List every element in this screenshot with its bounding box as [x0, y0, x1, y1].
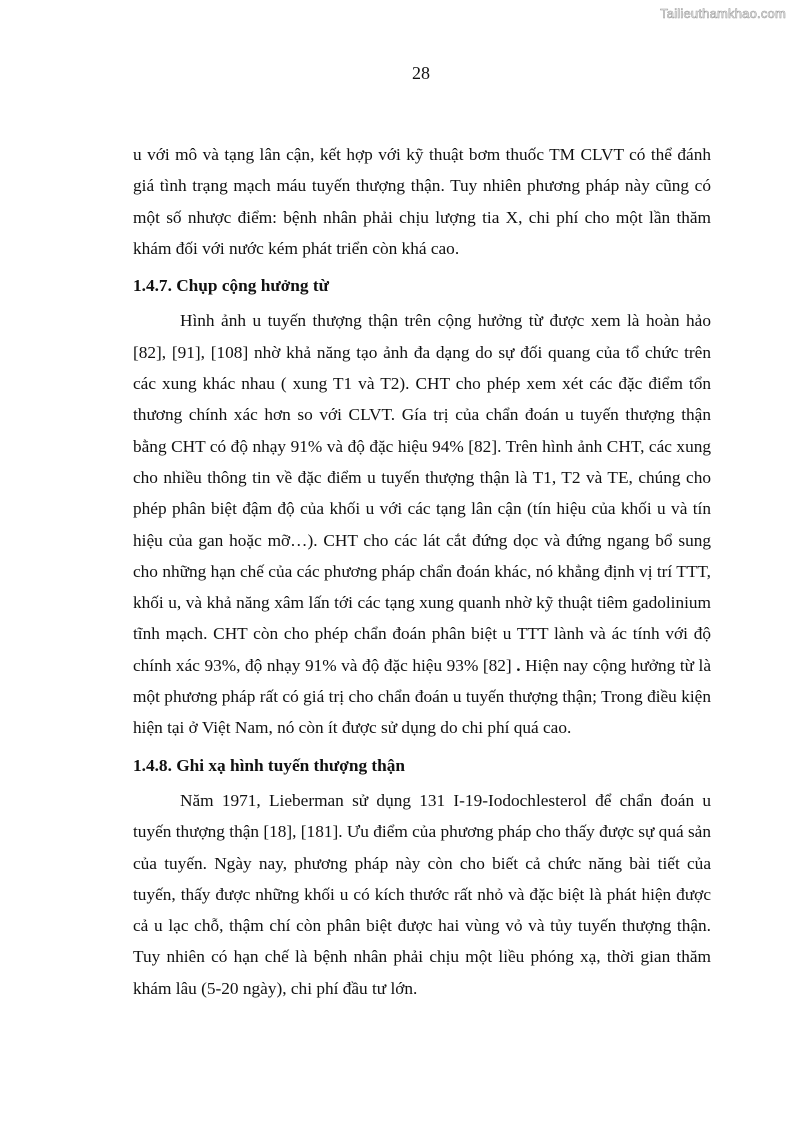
section-heading-mri: 1.4.7. Chụp cộng hưởng từ: [133, 276, 329, 296]
paragraph-scintigraphy: Năm 1971, Lieberman sử dụng 131 I-19-Iodochlesterol để chẩn đoán u tuyến thượng thận [18], [181]. Ưu điểm của phương pháp cho thấy được sự quá sản của tuyến. Ngày nay, phương pháp này còn cho biết cả chức năng bài tiết của tuyến, thấy được những khối u có kích thước rất nhỏ và đặc biệt là phát hiện được cả u lạc chỗ, thậm chí còn phân biệt được hai vùng vỏ và tủy tuyến thượng thận. Tuy nhiên có hạn chế là bệnh nhân phải chịu một liều phóng xạ, thời gian thăm khám lâu (5-20 ngày), chi phí đầu tư lớn.: [133, 790, 711, 998]
document-body: [133, 139, 711, 1004]
paragraph-mri-bold-period: .: [511, 655, 521, 675]
paragraph-mri-main: Hình ảnh u tuyến thượng thận trên cộng hưởng từ được xem là hoàn hảo [82], [91], [108] nhờ khả năng tạo ảnh đa dạng do sự đối quang của tổ chức trên các xung khác nhau ( xung T1 và T2). CHT cho phép xem xét các đặc điểm tổn thương chính xác hơn so với CLVT. Gía trị của chẩn đoán u tuyến thượng thận bằng CHT có độ nhạy 91% và độ đặc hiệu 94% [82]. Trên hình ảnh CHT, các xung cho nhiều thông tin về đặc điểm u tuyến thượng thận là T1, T2 và TE, chúng cho phép phân biệt đậm độ của khối u với các tạng lân cận (tín hiệu của khối u và tín hiệu của gan hoặc mỡ…). CHT cho các lát cắt đứng dọc và đứng ngang bổ sung cho những hạn chế của các phương pháp chẩn đoán khác, nó khẳng định vị trí TTT, khối u, và khả năng xâm lấn tới các tạng xung quanh nhờ kỹ thuật tiêm gadolinium tĩnh mạch. CHT còn cho phép chẩn đoán phân biệt u TTT lành và ác tính với độ chính xác 93%, độ nhạy 91% và độ đặc hiệu 93% [82]: [133, 311, 711, 675]
paragraph-mri: [133, 305, 711, 743]
paragraph-mri-end: Hiện nay cộng hưởng từ là một phương pháp rất có giá trị cho chẩn đoán u tuyến thượng thận; Trong điều kiện hiện tại ở Việt Nam, nó còn ít được sử dụng do chi phí quá cao.: [133, 655, 712, 738]
page-number: 28: [412, 63, 430, 83]
section-heading-scintigraphy: 1.4.8. Ghi xạ hình tuyến thượng thận: [133, 755, 406, 775]
paragraph-ct-limitations: u với mô và tạng lân cận, kết hợp với kỹ thuật bơm thuốc TM CLVT có thể đánh giá tình trạng mạch máu tuyến thượng thận. Tuy nhiên phương pháp này cũng có một số nhược điểm: bệnh nhân phải chịu lượng tia X, chi phí cho một lần thăm khám đối với nước kém phát triển còn khá cao.: [133, 145, 711, 258]
watermark-text: Tailieuthamkhao.com: [660, 6, 786, 21]
